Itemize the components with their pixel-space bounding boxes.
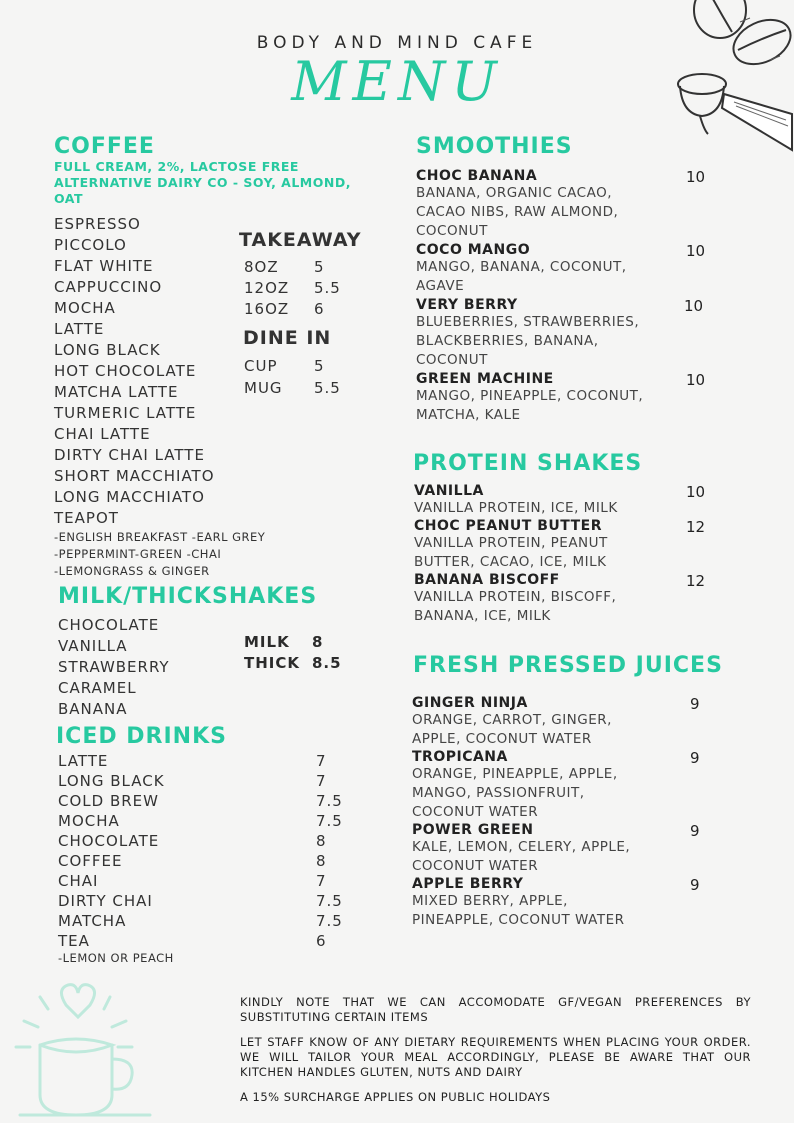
list-item: CHAI LATTE	[54, 425, 151, 443]
list-item: PICCOLO	[54, 236, 127, 254]
tea-options: -ENGLISH BREAKFAST -EARL GREY -PEPPERMINT-GREEN -CHAI -LEMONGRASS & GINGER	[54, 530, 266, 578]
list-item: LATTE 7	[58, 752, 327, 770]
list-item: TEA 6	[58, 932, 327, 950]
list-item: COLD BREW 7.5	[58, 792, 343, 810]
dietary-note: KINDLY NOTE THAT WE CAN ACCOMODATE GF/VEGAN PREFERENCES BY SUBSTITUTING CERTAIN ITEMS	[240, 995, 751, 1024]
list-item: FLAT WHITE	[54, 257, 154, 275]
list-item: GREEN MACHINE 10 MANGO, PINEAPPLE, COCONUT, MATCHA, KALE	[416, 371, 706, 423]
list-item: CAPPUCCINO	[54, 278, 163, 296]
milkshakes-heading: MILK/THICKSHAKES	[58, 584, 318, 609]
list-item: VANILLA	[58, 637, 128, 655]
list-item: LONG BLACK 7	[58, 772, 327, 790]
cafe-name: BODY AND MIND CAFE	[256, 33, 538, 53]
menu-title: MENU	[291, 50, 503, 113]
list-item: BANANA BISCOFF 12 VANILLA PROTEIN, BISCOFF, BANANA, ICE, MILK	[414, 572, 706, 624]
list-item: MOCHA 7.5	[58, 812, 343, 830]
juices-heading: FRESH PRESSED JUICES	[413, 653, 723, 678]
coffee-milk-options: FULL CREAM, 2%, LACTOSE FREE ALTERNATIVE DAIRY CO - SOY, ALMOND, OAT	[54, 159, 351, 206]
protein-list	[414, 483, 714, 626]
list-item: APPLE BERRY 9 MIXED BERRY, APPLE, PINEAPPLE, COCONUT WATER	[412, 876, 700, 928]
list-item: DIRTY CHAI LATTE	[54, 446, 205, 464]
list-item: CHAI 7	[58, 872, 327, 890]
list-item: COFFEE 8	[58, 852, 327, 870]
list-item: CHOC PEANUT BUTTER 12 VANILLA PROTEIN, PEANUT BUTTER, CACAO, ICE, MILK	[414, 518, 706, 570]
footer-notes	[240, 995, 751, 1105]
list-item: LONG BLACK	[54, 341, 161, 359]
list-item: VERY BERRY 10 BLUEBERRIES, STRAWBERRIES, BLACKBERRIES, BANANA, COCONUT	[416, 297, 704, 368]
list-item: CHOCOLATE	[58, 616, 160, 634]
shake-prices: MILK 8 THICK 8.5	[244, 633, 342, 672]
smoothies-list	[416, 168, 716, 425]
list-item: LONG MACCHIATO	[54, 488, 205, 506]
dine-in-heading: DINE IN	[243, 327, 332, 349]
surcharge-note: A 15% SURCHARGE APPLIES ON PUBLIC HOLIDAYS	[240, 1090, 551, 1104]
list-item: LATTE	[54, 320, 105, 338]
takeaway-heading: TAKEAWAY	[239, 229, 362, 251]
list-item: POWER GREEN 9 KALE, LEMON, CELERY, APPLE, COCONUT WATER	[412, 822, 700, 874]
list-item: DIRTY CHAI 7.5	[58, 892, 343, 910]
list-item: TURMERIC LATTE	[54, 404, 197, 422]
protein-heading: PROTEIN SHAKES	[413, 451, 643, 476]
list-item: CHOC BANANA 10 BANANA, ORGANIC CACAO, CACAO NIBS, RAW ALMOND, COCONUT	[416, 168, 706, 239]
list-item: TEAPOT	[54, 509, 119, 527]
coffee-heading: COFFEE	[54, 134, 155, 159]
dine-in-sizes: CUP 5 MUG 5.5	[244, 357, 341, 397]
list-item: SHORT MACCHIATO	[54, 467, 215, 485]
list-item: TROPICANA 9 ORANGE, PINEAPPLE, APPLE, MANGO, PASSIONFRUIT, COCONUT WATER	[412, 749, 700, 820]
coffee-list	[54, 214, 215, 529]
coffee-cup-heart-icon	[0, 975, 200, 1123]
list-item: HOT CHOCOLATE	[54, 362, 197, 380]
juices-list	[412, 695, 712, 930]
list-item: GINGER NINJA 9 ORANGE, CARROT, GINGER, APPLE, COCONUT WATER	[412, 695, 700, 747]
list-item: MATCHA LATTE	[54, 383, 179, 401]
iced-tea-note: -LEMON OR PEACH	[58, 951, 174, 965]
list-item: BANANA	[58, 700, 128, 718]
iced-heading: ICED DRINKS	[56, 724, 227, 749]
list-item: VANILLA 10 VANILLA PROTEIN, ICE, MILK	[414, 483, 706, 516]
takeaway-sizes: 8OZ 5 12OZ 5.5 16OZ 6	[244, 258, 341, 318]
allergen-note: LET STAFF KNOW OF ANY DIETARY REQUIREMENTS WHEN PLACING YOUR ORDER. WE WILL TAILOR YOUR MEAL ACCORDINGLY, PLEASE BE AWARE THAT OUR KITCHEN HANDLES GLUTEN, NUTS AND DAIRY	[240, 1035, 751, 1079]
milkshakes-list	[58, 615, 170, 720]
list-item: MATCHA 7.5	[58, 912, 343, 930]
smoothies-heading: SMOOTHIES	[416, 134, 573, 159]
list-item: ESPRESSO	[54, 215, 141, 233]
list-item: CARAMEL	[58, 679, 137, 697]
list-item: COCO MANGO 10 MANGO, BANANA, COCONUT, AGAVE	[416, 242, 706, 294]
list-item: CHOCOLATE 8	[58, 832, 327, 850]
iced-list	[58, 751, 348, 951]
list-item: MOCHA	[54, 299, 116, 317]
list-item: STRAWBERRY	[58, 658, 170, 676]
